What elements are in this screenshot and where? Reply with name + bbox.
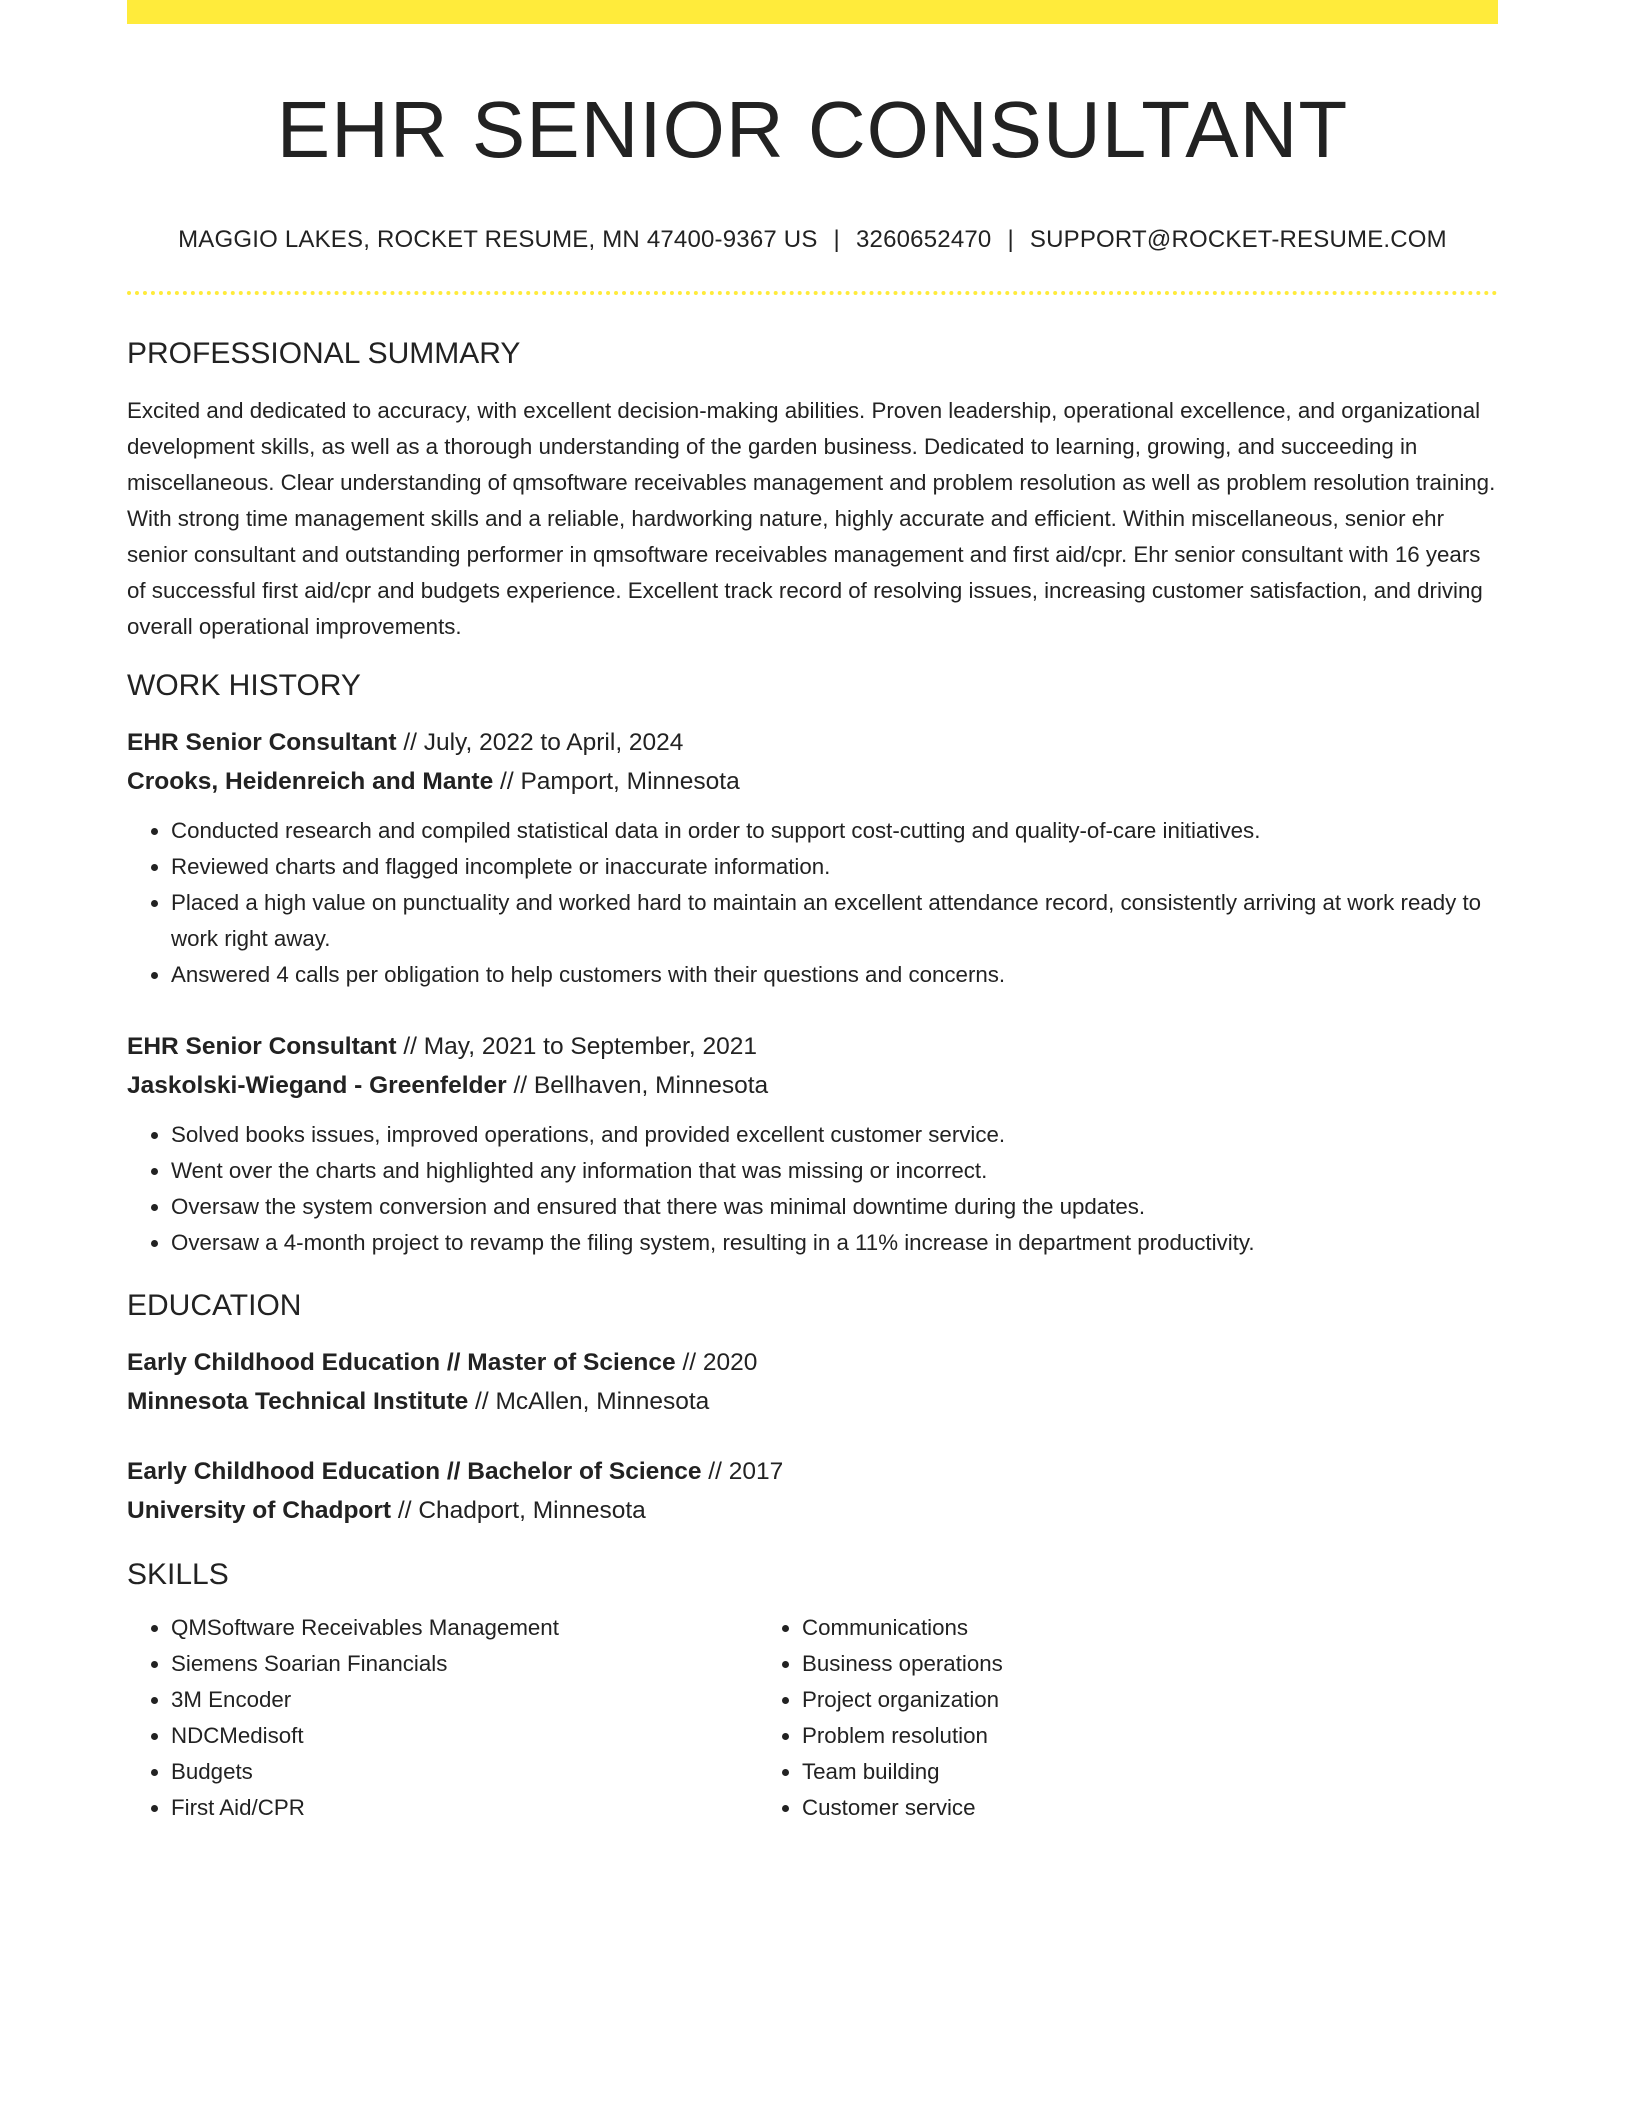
education-heading: EDUCATION (127, 1289, 302, 1322)
job-bullet: • Placed a high value on punctuality and worked hard to maintain an excellent attendance record, consistently arriving at work ready to work right away. (171, 885, 1498, 957)
skill-item: • Customer service (802, 1790, 1458, 1826)
school-name: University of Chadport (127, 1497, 392, 1524)
school-name: Minnesota Technical Institute (127, 1388, 469, 1415)
job-entry (127, 723, 1498, 993)
degree-name: Early Childhood Education // Bachelor of Science (127, 1458, 702, 1485)
skills-grid (127, 1610, 1498, 1826)
school-line (127, 1382, 1498, 1421)
contact-separator: | (1007, 226, 1014, 253)
skill-item: • Project organization (802, 1682, 1458, 1718)
contact-phone: 3260652470 (855, 226, 992, 253)
job-bullet: • Oversaw the system conversion and ensured that there was minimal downtime during the updates. (171, 1189, 1498, 1225)
job-title-line (127, 723, 1498, 762)
skill-item: • NDCMedisoft (171, 1718, 758, 1754)
school-location: // Chadport, Minnesota (391, 1497, 646, 1524)
summary-heading: PROFESSIONAL SUMMARY (127, 337, 521, 370)
skill-item: • Business operations (802, 1646, 1458, 1682)
job-location: // Bellhaven, Minnesota (506, 1072, 769, 1099)
dotted-divider (127, 291, 1498, 295)
skills-heading: SKILLS (127, 1558, 229, 1591)
skill-item: • Problem resolution (802, 1718, 1458, 1754)
job-dates: // May, 2021 to September, 2021 (396, 1033, 757, 1060)
skill-item: • Budgets (171, 1754, 758, 1790)
job-company: Jaskolski-Wiegand - Greenfelder (127, 1072, 507, 1099)
job-bullets (127, 1117, 1498, 1261)
job-location: // Pamport, Minnesota (493, 768, 740, 795)
contact-email: SUPPORT@ROCKET-RESUME.COM (1029, 226, 1447, 253)
job-role: EHR Senior Consultant (127, 1033, 397, 1060)
degree-name: Early Childhood Education // Master of Science (127, 1349, 676, 1376)
skill-item: • Siemens Soarian Financials (171, 1646, 758, 1682)
degree-line (127, 1343, 1498, 1382)
job-role: EHR Senior Consultant (127, 729, 397, 756)
job-bullet: • Reviewed charts and flagged incomplete or inaccurate information. (171, 849, 1498, 885)
contact-line (127, 226, 1498, 254)
school-line (127, 1491, 1498, 1530)
skill-item: • First Aid/CPR (171, 1790, 758, 1826)
job-bullet: • Conducted research and compiled statistical data in order to support cost-cutting and quality-of-care initiatives. (171, 813, 1498, 849)
job-bullet: • Solved books issues, improved operations, and provided excellent customer service. (171, 1117, 1498, 1153)
work-history-heading: WORK HISTORY (127, 669, 361, 702)
contact-separator: | (833, 226, 840, 253)
job-entry (127, 1027, 1498, 1261)
summary-text: Excited and dedicated to accuracy, with excellent decision-making abilities. Proven leadership, operational excellence, and organizational development skills, as well as a thorough understanding of the garden business. Dedicated to learning, growing, and succeeding in miscellaneous. Clear understanding of qmsoftware receivables management and problem resolution as well as problem resolution training. With strong time management skills and a reliable, hardworking nature, highly accurate and efficient. Within miscellaneous, senior ehr senior consultant and outstanding performer in qmsoftware receivables management and first aid/cpr. Ehr senior consultant with 16 years of successful first aid/cpr and budgets experience. Excellent track record of resolving issues, increasing customer satisfaction, and driving overall operational improvements. (127, 398, 1496, 639)
education-entry (127, 1343, 1498, 1421)
job-bullets (127, 813, 1498, 993)
degree-line (127, 1452, 1498, 1491)
resume-page (127, 0, 1498, 1826)
contact-address: MAGGIO LAKES, ROCKET RESUME, MN 47400-9367 US (178, 226, 818, 253)
skill-item: • QMSoftware Receivables Management (171, 1610, 758, 1646)
school-location: // McAllen, Minnesota (468, 1388, 710, 1415)
skills-list-left (127, 1610, 758, 1826)
job-company: Crooks, Heidenreich and Mante (127, 768, 494, 795)
skill-item: • Communications (802, 1610, 1458, 1646)
resume-title: EHR SENIOR CONSULTANT (276, 85, 1349, 174)
job-company-line (127, 1066, 1498, 1105)
job-title-line (127, 1027, 1498, 1066)
skill-item: • Team building (802, 1754, 1458, 1790)
job-dates: // July, 2022 to April, 2024 (396, 729, 684, 756)
job-bullet: • Went over the charts and highlighted any information that was missing or incorrect. (171, 1153, 1498, 1189)
job-bullet: • Answered 4 calls per obligation to help customers with their questions and concerns. (171, 957, 1498, 993)
job-company-line (127, 762, 1498, 801)
job-bullet: • Oversaw a 4-month project to revamp the filing system, resulting in a 11% increase in department productivity. (171, 1225, 1498, 1261)
degree-year: // 2017 (701, 1458, 784, 1485)
skills-list-right (758, 1610, 1458, 1826)
accent-top-bar (127, 0, 1498, 24)
skill-item: • 3M Encoder (171, 1682, 758, 1718)
education-entry (127, 1452, 1498, 1530)
degree-year: // 2020 (675, 1349, 758, 1376)
